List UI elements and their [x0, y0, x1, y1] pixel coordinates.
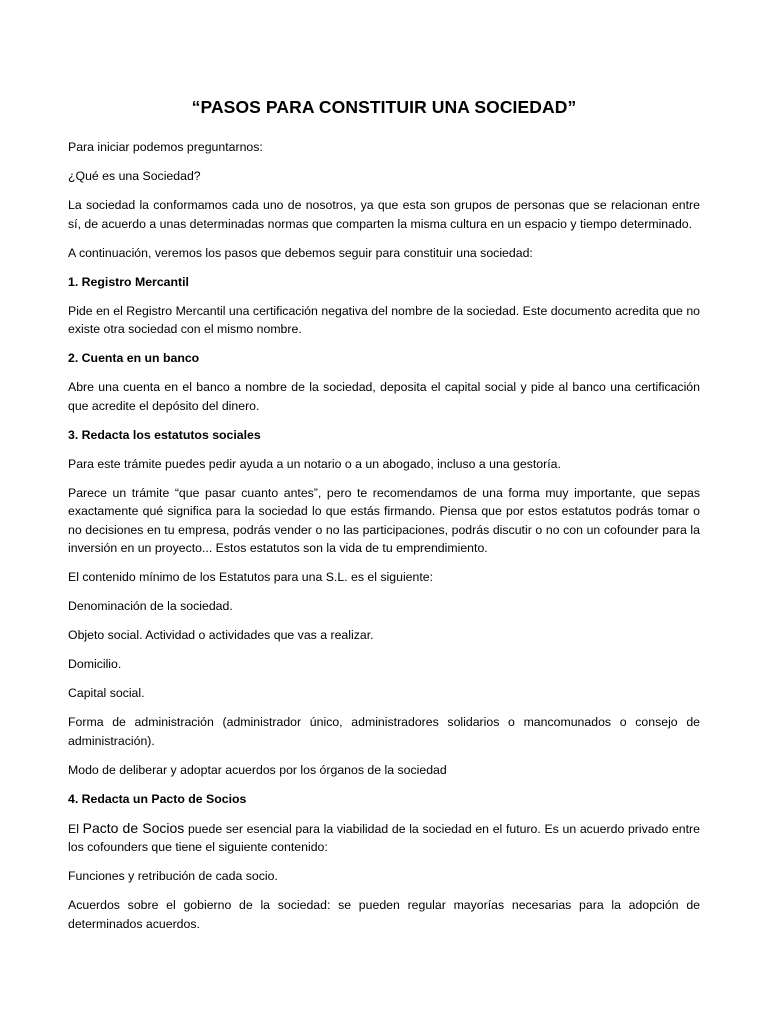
- pacto-suffix: puede ser esencial para la viabilidad de la sociedad en el futuro. Es un acuerdo privado entre los cofounders que tiene el siguiente contenido:: [68, 821, 700, 854]
- list-item: Acuerdos sobre el gobierno de la sociedad: se pueden regular mayorías necesarias para la adopción de determinados acuerdos.: [68, 898, 700, 931]
- section-heading-cuenta: 2. Cuenta en un banco: [68, 351, 200, 365]
- document-title: “PASOS PARA CONSTITUIR UNA SOCIEDAD”: [191, 97, 577, 117]
- paragraph: Parece un trámite “que pasar cuanto antes”, pero te recomendamos de una forma muy importante, que sepas exactamente qué significa para la sociedad lo que estás firmando. Piensa que por estos estatutos podrás tomar o no decisiones en tu empresa, podrás vender o no las participaciones, podrás discutir o no con un cofounder para la inversión en un proyecto... Estos estatutos son la vida de tu emprendimiento.: [68, 485, 700, 555]
- paragraph: La sociedad la conformamos cada uno de nosotros, ya que esta son grupos de personas que se relacionan entre sí, de acuerdo a unas determinadas normas que comparten la misma cultura en un espacio y tiempo determinado.: [68, 198, 700, 231]
- section-heading-estatutos: 3. Redacta los estatutos sociales: [68, 427, 261, 442]
- paragraph: Para este trámite puedes pedir ayuda a un notario o a un abogado, incluso a una gestoría.: [68, 456, 561, 471]
- document-body: [68, 138, 700, 933]
- pacto-paragraph: [68, 819, 700, 857]
- list-item: Capital social.: [68, 686, 145, 700]
- paragraph: Pide en el Registro Mercantil una certificación negativa del nombre de la sociedad. Este documento acredita que no existe otra sociedad con el mismo nombre.: [68, 303, 700, 336]
- paragraph: El contenido mínimo de los Estatutos para una S.L. es el siguiente:: [68, 570, 434, 584]
- list-item: Forma de administración (administrador único, administradores solidarios o mancomunados o consejo de administración).: [68, 715, 700, 748]
- section-heading-pacto: 4. Redacta un Pacto de Socios: [68, 791, 247, 806]
- list-item: Objeto social. Actividad o actividades que vas a realizar.: [68, 628, 374, 642]
- list-item: Funciones y retribución de cada socio.: [68, 869, 278, 883]
- paragraph: A continuación, veremos los pasos que debemos seguir para constituir una sociedad:: [68, 245, 533, 260]
- pacto-highlight: Pacto de Socios: [82, 819, 185, 836]
- pacto-prefix: El: [68, 821, 83, 836]
- paragraph: Para iniciar podemos preguntarnos:: [68, 140, 263, 154]
- section-heading-registro: 1. Registro Mercantil: [68, 274, 189, 289]
- list-item: Domicilio.: [68, 657, 122, 671]
- paragraph: Abre una cuenta en el banco a nombre de la sociedad, deposita el capital social y pide al banco una certificación que acredite el depósito del dinero.: [68, 380, 700, 413]
- paragraph: ¿Qué es una Sociedad?: [68, 169, 201, 183]
- list-item: Denominación de la sociedad.: [68, 599, 233, 613]
- list-item: Modo de deliberar y adoptar acuerdos por los órganos de la sociedad: [68, 762, 447, 777]
